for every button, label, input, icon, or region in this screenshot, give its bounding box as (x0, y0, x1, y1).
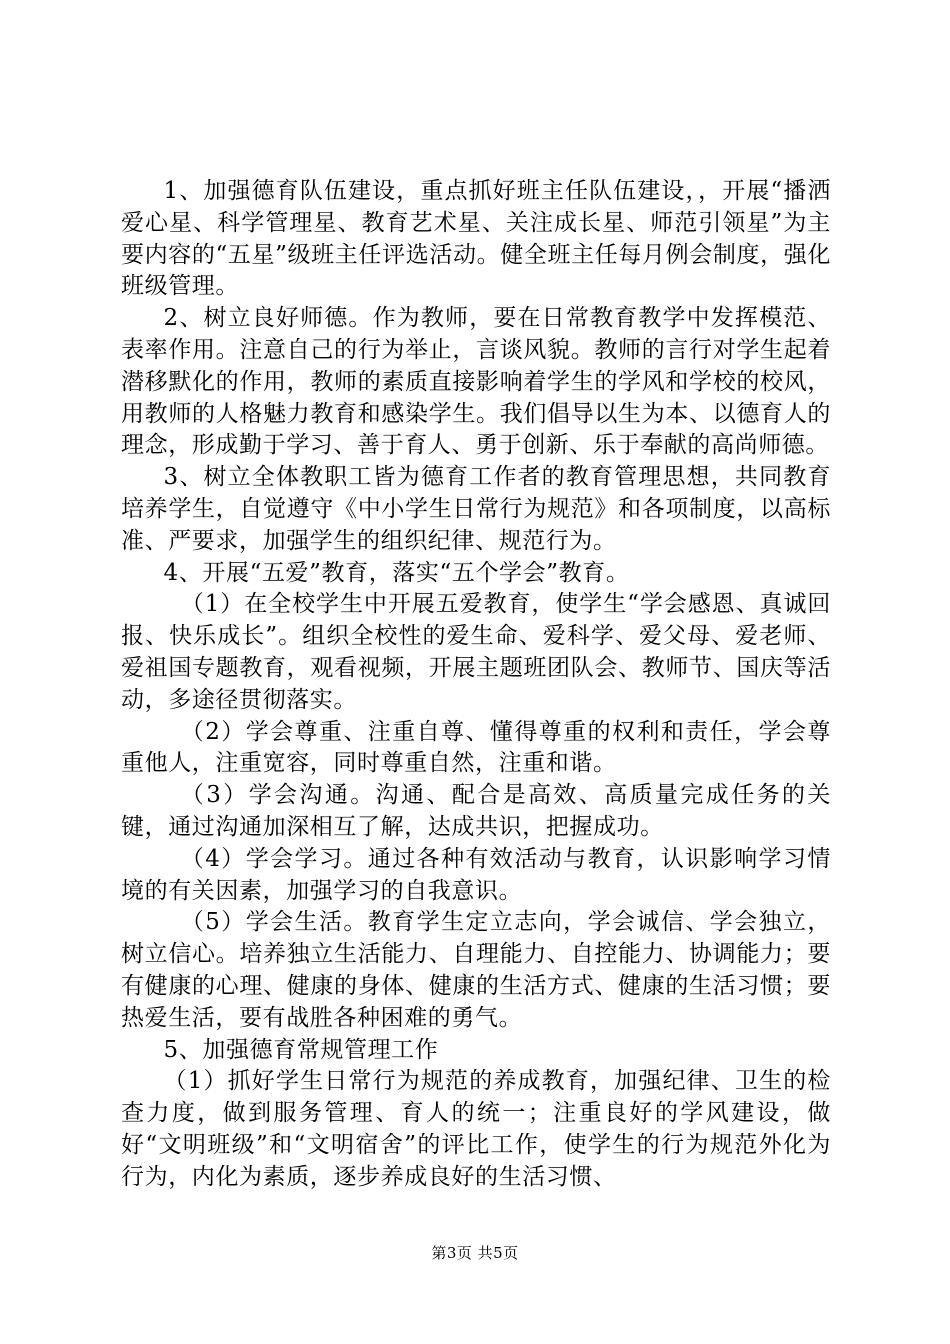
paragraph-teacher-ethics: 2、树立良好师德。作为教师，要在日常教育教学中发挥模范、表率作用。注意自己的行为举止，言谈风貌。教师的言行对学生起着潜移默化的作用，教师的素质直接影响着学生的学风和学校的校风，用教师的人格魅力教育和感染学生。我们倡导以生为本、以德育人的理念，形成勤于学习、善于育人、勇于创新、乐于奉献的高尚师德。 (121, 305, 831, 459)
paragraph-routine-management-heading: 5、加强德育常规管理工作 (163, 1036, 439, 1063)
paragraph-learn-communicate: （3）学会沟通。沟通、配合是高效、高质量完成任务的关键，通过沟通加深相互了解，达成共识，把握成功。 (121, 782, 831, 840)
paragraph-five-loves-education: （1）在全校学生中开展五爱教育，使学生“学会感恩、真诚回报、快乐成长”。组织全校性的爱生命、爱科学、爱父母、爱老师、爱祖国专题教育，观看视频，开展主题班团队会、教师节、国庆等活动，多途径贯彻落实。 (121, 591, 831, 713)
document-body (121, 176, 831, 1194)
paragraph-learn-respect: （2）学会尊重、注重自尊、懂得尊重的权利和责任，学会尊重他人，注重宽容，同时尊重自然，注重和谐。 (121, 718, 831, 777)
page-number-footer: 第3页 共5页 (431, 1244, 519, 1262)
paragraph-five-loves-heading: 4、开展“五爱”教育，落实“五个学会”教育。 (163, 559, 630, 586)
paragraph-teacher-team: 1、加强德育队伍建设，重点抓好班主任队伍建设，，开展“播洒爱心星、科学管理星、教育艺术星、关注成长星、师范引领星”为主要内容的“五星”级班主任评选活动。健全班主任每月例会制度，强化班级管理。 (121, 178, 831, 300)
paragraph-behavior-norms: （1）抓好学生日常行为规范的养成教育，加强纪律、卫生的检查力度，做到服务管理、育人的统一；注重良好的学风建设，做好“文明班级”和“文明宿舍”的评比工作，使学生的行为规范外化为行为，内化为素质，逐步养成良好的生活习惯、 (121, 1068, 831, 1190)
paragraph-learn-live: （5）学会生活。教育学生定立志向，学会诚信、学会独立，树立信心。培养独立生活能力、自理能力、自控能力、协调能力；要有健康的心理、健康的身体、健康的生活方式、健康的生活习惯；要热爱生活，要有战胜各种困难的勇气。 (121, 909, 831, 1031)
paragraph-all-staff: 3、树立全体教职工皆为德育工作者的教育管理思想，共同教育培养学生，自觉遵守《中小学生日常行为规范》和各项制度，以高标准、严要求，加强学生的组织纪律、规范行为。 (121, 464, 831, 554)
paragraph-learn-study: （4）学会学习。通过各种有效活动与教育，认识影响学习情境的有关因素，加强学习的自我意识。 (121, 845, 831, 904)
